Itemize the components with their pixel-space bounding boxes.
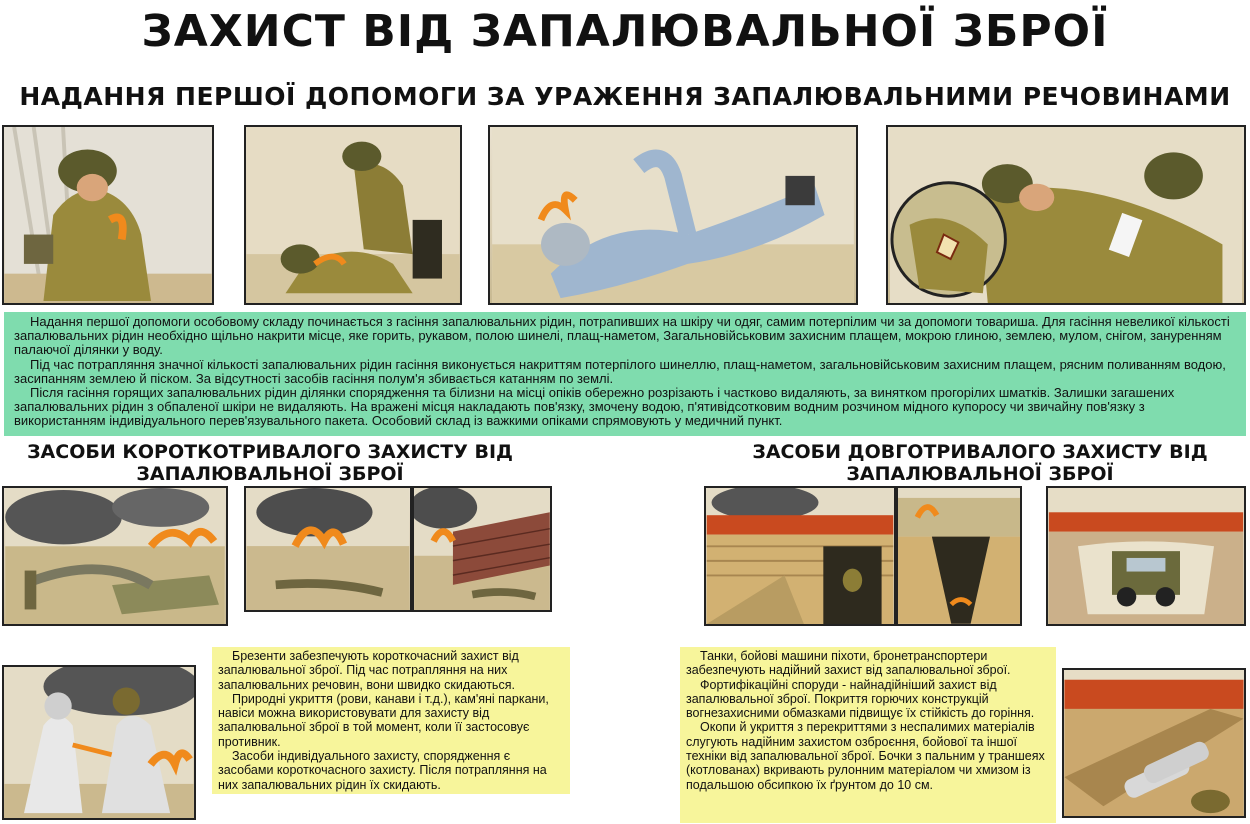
tarpaulin-vehicle-illustration — [2, 486, 228, 626]
long-term-text-panel — [680, 647, 1056, 823]
trench-cover-illustration — [896, 486, 1022, 626]
natural-cover-ditch-illustration — [244, 486, 412, 612]
first-aid-paragraph-3: Після гасіння горящих запалювальних рідин ділянки спорядження та білизни на місці опіків обережно розрізають і частково видаляють, за винятком прогорілих шматків. Залишки загашених запалювальних рідин з обпаленої шкіри не видаляють. На вражені місця накладають пов'язку, змочену водою, п'ятивідсотковим водним розчином мідного купоросу чи звичайну пов'язку з використанням індивідуального перев'язувального пакета. Особовий склад із важкими опіками спрямовують у медичний пункт. — [14, 385, 1175, 429]
long-term-paragraph-1: Танки, бойові машини піхоти, бронетранспортери забезпечують надійний захист від запалювальної зброї. — [686, 649, 1011, 678]
fuel-barrels-trench-illustration — [1062, 668, 1246, 818]
short-term-text-panel — [212, 647, 570, 794]
short-term-paragraph-1: Брезенти забезпечують короткочасний захист від запалювальної зброї. Під час потрапляння на них запалювальних речовин, вони швидко скидаються. — [218, 649, 519, 692]
long-term-paragraph-2: Фортифікаційні споруди - найнадійніший захист від запалювальної зброї. Покриття горючих конструкцій вогнезахисними обмазками підвищує їх стійкість до горіння. — [686, 677, 1035, 721]
protective-suit-illustration — [2, 665, 196, 820]
first-aid-paragraph-2: Під час потрапляння значної кількості запалювальних рідин гасіння виконується накриттям потерпілого шинеллю, плащ-наметом, загальновійськовим захисним плащем, рясним поливанням водою, засипанням землею й піском. За відсутності засобів гасіння полум'я збивається катанням по землі. — [14, 356, 1226, 386]
first-aid-text-panel — [4, 312, 1246, 436]
page-title: ЗАХИСТ ВІД ЗАПАЛЮВАЛЬНОЇ ЗБРОЇ — [141, 6, 1109, 57]
short-term-paragraph-3: Засоби індивідуального захисту, спорядження є засобами короткочасного захисту. Після потрапляння на них запалювальних рідин їх скидають. — [218, 749, 547, 792]
soldier-extinguishing-sleeve-illustration — [2, 125, 214, 305]
first-aid-paragraph-1: Надання першої допомоги особовому складу починається з гасіння запалювальних рідин, потрапивших на шкіру чи одяг, самим потерпілим чи за допомоги товариша. Для гасіння невеликої кількості запалювальних рідин необхідно щільно накрити місце, яке горить, рукавом, полою шинелі, плащ-наметом, Загальновійськовим захисним плащем, мокрою глиною, землею, мулом, снігом, зануренням палаючої ділянки у воду. — [14, 314, 1230, 358]
fortification-shelter-illustration — [704, 486, 896, 626]
stone-fence-cover-illustration — [412, 486, 552, 612]
short-term-heading: ЗАСОБИ КОРОТКОТРИВАЛОГО ЗАХИСТУ ВІД ЗАПАЛЮВАЛЬНОЇ ЗБРОЇ — [27, 441, 513, 485]
page-subtitle: НАДАННЯ ПЕРШОЇ ДОПОМОГИ ЗА УРАЖЕННЯ ЗАПАЛЮВАЛЬНИМИ РЕЧОВИНАМИ — [19, 82, 1231, 111]
short-term-paragraph-2: Природні укриття (рови, канави і т.д.), кам'яні паркани, навіси можна використовувати для захисту від запалювальної зброї в той момент, коли її застосовує противник. — [218, 691, 549, 749]
bandaging-wounded-illustration — [886, 125, 1246, 305]
comrade-helping-illustration — [244, 125, 462, 305]
long-term-paragraph-3: Окопи й укриття з перекриттями з неспалимих матеріалів слугують надійним захистом озброєння, бойової та іншої техніки від запалювальної зброї. Бочки з пальним у траншеях (котлованах) вкривають рулонним матеріалом чи хмизом із подальшою обсипкою їх ґрунтом до 10 см. — [686, 720, 1045, 792]
long-term-heading: ЗАСОБИ ДОВГОТРИВАЛОГО ЗАХИСТУ ВІД ЗАПАЛЮВАЛЬНОЇ ЗБРОЇ — [752, 441, 1208, 485]
vehicle-pit-illustration — [1046, 486, 1246, 626]
rolling-on-ground-illustration — [488, 125, 858, 305]
